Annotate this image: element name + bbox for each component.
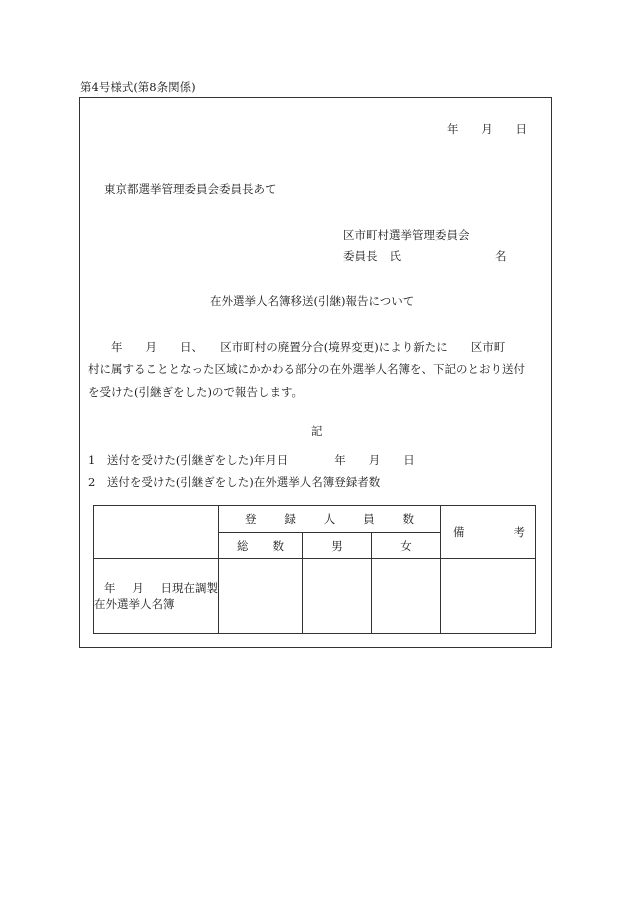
item-1: 1 送付を受けた(引継ぎをした)年月日 年 月 日 bbox=[88, 453, 415, 467]
row-label-month: 月 bbox=[132, 581, 144, 595]
total-char-1: 総 bbox=[237, 538, 249, 553]
date-day: 日 bbox=[515, 122, 527, 136]
header-total bbox=[219, 533, 303, 559]
addressee: 東京都選挙管理委員会委員長あて bbox=[104, 182, 277, 196]
row-label-register bbox=[94, 559, 219, 634]
header-female: 女 bbox=[372, 533, 441, 559]
date-line bbox=[447, 124, 527, 136]
cell-remarks bbox=[441, 559, 536, 634]
ki-heading: 記 bbox=[311, 424, 323, 438]
date-year: 年 bbox=[447, 122, 459, 136]
row-label-line-2: 在外選挙人名簿 bbox=[94, 597, 175, 611]
body-line-3: を受けた(引継ぎをした)ので報告します。 bbox=[88, 385, 304, 399]
sender-organization: 区市町村選挙管理委員会 bbox=[343, 228, 470, 242]
name-prefix: 氏 bbox=[389, 249, 401, 263]
registrant-count-table bbox=[93, 505, 536, 634]
hdr-char-1: 登 bbox=[245, 512, 257, 526]
header-remarks bbox=[441, 506, 536, 559]
item-2: 2 送付を受けた(引継ぎをした)在外選挙人名簿登録者数 bbox=[88, 475, 381, 489]
header-male: 男 bbox=[303, 533, 372, 559]
form-number-label: 第4号様式(第8条関係) bbox=[80, 80, 196, 94]
sender-chair bbox=[343, 251, 401, 263]
blank-corner-cell bbox=[94, 506, 219, 559]
date-month: 月 bbox=[481, 122, 493, 136]
hdr-char-3: 人 bbox=[323, 512, 336, 526]
name-suffix: 名 bbox=[495, 249, 507, 263]
row-label-year: 年 bbox=[104, 581, 116, 595]
chair-title: 委員長 bbox=[343, 249, 378, 263]
cell-female bbox=[372, 559, 441, 634]
cell-male bbox=[303, 559, 372, 634]
cell-total bbox=[219, 559, 303, 634]
remarks-char-1: 備 bbox=[453, 525, 465, 539]
hdr-char-5: 数 bbox=[402, 512, 414, 526]
document-subject: 在外選挙人名簿移送(引継)報告について bbox=[210, 294, 415, 308]
hdr-char-4: 員 bbox=[363, 512, 375, 526]
body-line-1: 年 月 日、 区市町村の廃置分合(境界変更)により新たに 区市町 bbox=[88, 340, 506, 354]
remarks-char-2: 考 bbox=[513, 525, 526, 539]
header-registered-count bbox=[219, 506, 441, 533]
row-label-day: 日現在調製 bbox=[160, 581, 218, 595]
row-label-line-1 bbox=[94, 580, 218, 596]
total-char-2: 数 bbox=[272, 538, 284, 553]
hdr-char-2: 録 bbox=[284, 512, 296, 526]
body-line-2: 村に属することとなった区域にかかわる部分の在外選挙人名簿を、下記のとおり送付 bbox=[88, 362, 525, 376]
